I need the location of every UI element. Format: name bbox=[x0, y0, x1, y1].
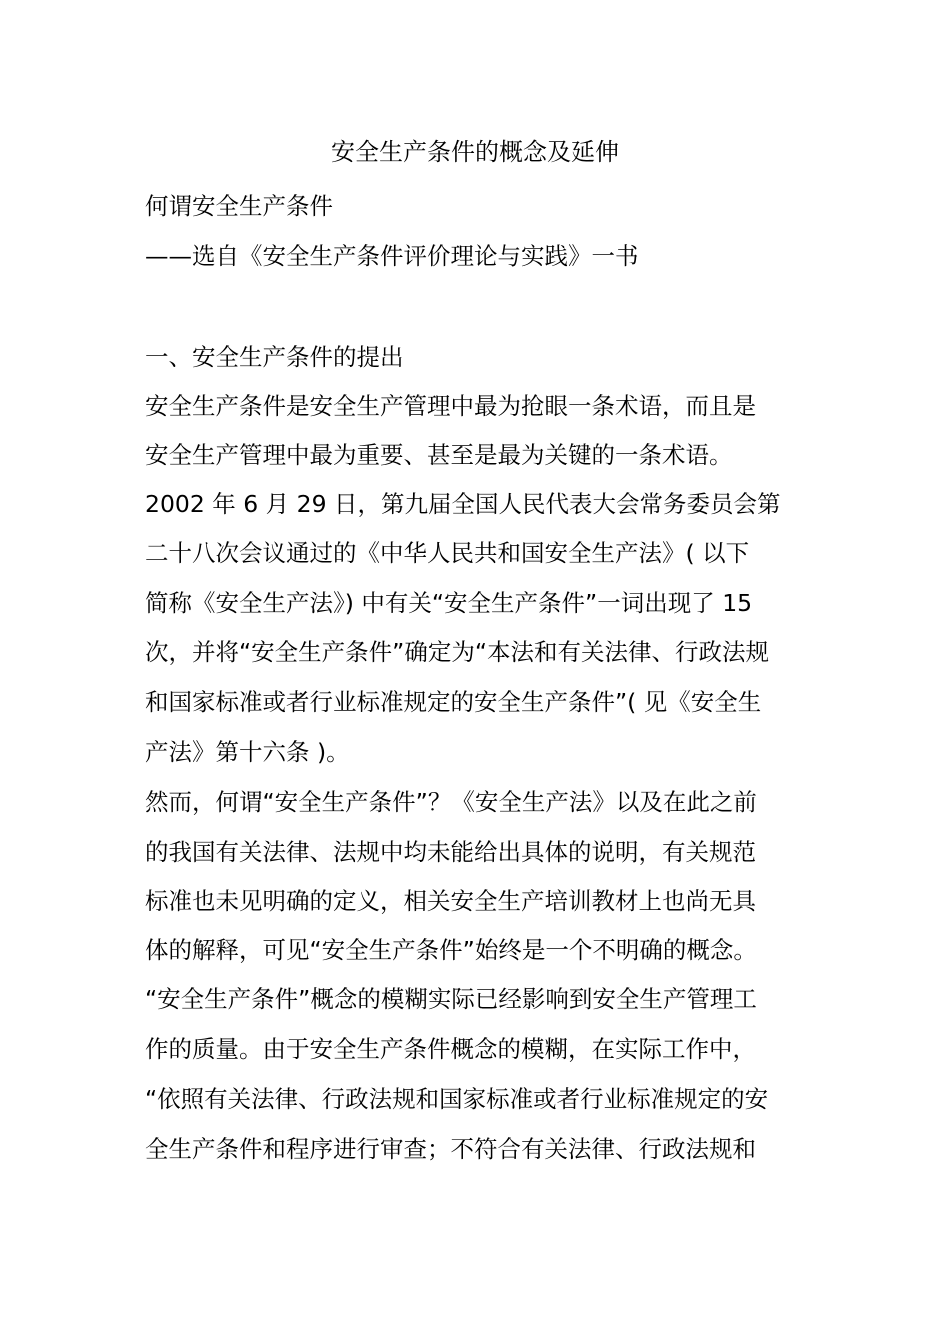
paragraph-line: 简称《安全生产法》) 中有关“安全生产条件”一词出现了 15 bbox=[145, 589, 753, 617]
subtitle: 何谓安全生产条件 bbox=[145, 192, 333, 220]
paragraph-line: 安全生产管理中最为重要、甚至是最为关键的一条术语。 bbox=[145, 441, 733, 469]
paragraph-line: 安全生产条件是安全生产管理中最为抢眼一条术语，而且是 bbox=[145, 392, 756, 420]
paragraph-line: 2002 年 6 月 29 日，第九届全国人民代表大会常务委员会第 bbox=[145, 490, 781, 518]
paragraph-line: 体的解释，可见“安全生产条件”始终是一个不明确的概念。 bbox=[145, 936, 757, 964]
paragraph-line: 和国家标准或者行业标准规定的安全生产条件”( 见《安全生 bbox=[145, 688, 762, 716]
paragraph-line: 产法》第十六条 )。 bbox=[145, 738, 350, 766]
paragraph-line: 次，并将“安全生产条件”确定为“本法和有关法律、行政法规 bbox=[145, 638, 770, 666]
paragraph-line: 全生产条件和程序进行审查；不符合有关法律、行政法规和 bbox=[145, 1135, 756, 1163]
section-heading: 一、安全生产条件的提出 bbox=[145, 343, 404, 371]
document-title: 安全生产条件的概念及延伸 bbox=[331, 138, 619, 166]
paragraph-line: 标准也未见明确的定义，相关安全生产培训教材上也尚无具 bbox=[145, 887, 756, 915]
paragraph-line: “安全生产条件”概念的模糊实际已经影响到安全生产管理工 bbox=[145, 985, 757, 1013]
paragraph-line: 然而，何谓“安全生产条件”？《安全生产法》以及在此之前 bbox=[145, 788, 757, 816]
paragraph-line: 作的质量。由于安全生产条件概念的模糊，在实际工作中， bbox=[145, 1035, 756, 1063]
paragraph-line: “依照有关法律、行政法规和国家标准或者行业标准规定的安 bbox=[145, 1085, 769, 1113]
source-line: ——选自《安全生产条件评价理论与实践》一书 bbox=[145, 242, 639, 270]
paragraph-line: 的我国有关法律、法规中均未能给出具体的说明，有关规范 bbox=[145, 838, 756, 866]
paragraph-line: 二十八次会议通过的《中华人民共和国安全生产法》( 以下 bbox=[145, 539, 750, 567]
